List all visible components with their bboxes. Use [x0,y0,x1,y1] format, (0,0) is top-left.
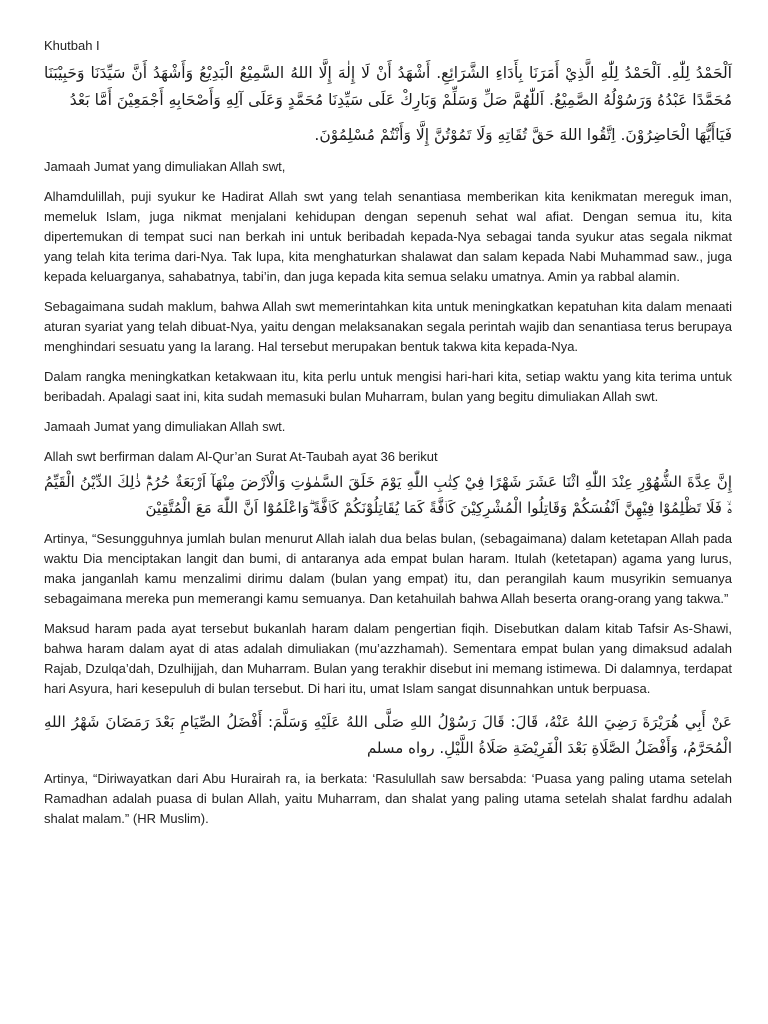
hadith-translation: Artinya, “Diriwayatkan dari Abu Hurairah ra, ia berkata: ‘Rasulullah saw bersabda: ‘Puasa yang paling utama setelah Ramadhan adalah puasa di bulan Allah, yaitu Muharram, dan shalat yang paling utama setelah shalat fardhu adalah shalat malam.” (HR Muslim). [44,771,732,826]
salutation-1: Jamaah Jumat yang dimuliakan Allah swt, [44,159,286,174]
paragraph-3: Dalam rangka meningkatkan ketakwaan itu, kita perlu untuk mengisi hari-hari kita, setiap waktu yang kita terima untuk beribadah. Apalagi saat ini, kita sudah memasuki bulan Muharram, bulan yang begitu dimuliakan Allah swt. [44,369,732,404]
hadith-arabic: عَنْ أَبِي هُرَيْرَةَ رَضِيَ اللهُ عَنْهُ، قَالَ: قَالَ رَسُوْلُ اللهِ صَلَّى اللهُ عَلَيْهِ وَسَلَّمَ: أَفْضَلُ الصِّيَامِ بَعْدَ رَمَضَانَ شَهْرُ اللهِ الْمُحَرَّمُ، وَأَفْضَلُ الصَّلَاةِ بَعْدَ الْفَرِيْضَةِ صَلَاةُ اللَّيْلِ. رواه مسلم [44,713,732,757]
verse-translation: Artinya, “Sesungguhnya jumlah bulan menurut Allah ialah dua belas bulan, (sebagaimana) dalam ketetapan Allah pada waktu Dia menciptakan langit dan bumi, di antaranya ada empat bulan haram. Itulah (ketetapan) agama yang lurus, maka janganlah kamu menzalimi dirimu dalam (bulan yang empat) itu, dan perangilah kaum musyrikin semuanya sebagaimana mereka pun memerangi kamu semuanya. Dan ketahuilah bahwa Allah beserta orang-orang yang takwa.” [44,531,732,606]
document-page [44,36,732,839]
salutation-2: Jamaah Jumat yang dimuliakan Allah swt. [44,419,286,434]
paragraph-1: Alhamdulillah, puji syukur ke Hadirat Allah swt yang telah senantiasa memberikan kita kenikmatan mereguk iman, memeluk Islam, juga nikmat menjalani kehidupan dengan sepenuh sehat wal afiat. Dengan semua itu, kita dipertemukan di tempat suci nan berkah ini untuk beribadah kepada-Nya sebagai tanda syukur atas segala nikmat yang telah kita terima dari-Nya. Tak lupa, kita menghaturkan shalawat dan salam kepada Nabi Muhammad saw., juga kepada keluarganya, sahabatnya, tabi’in, dan juga kepada kita semua selaku umatnya. Amin ya rabbal alamin. [44,189,732,284]
document-title: Khutbah I [44,38,100,53]
opening-arabic-line-1: اَلْحَمْدُ لِلّٰهِ. اَلْحَمْدُ لِلّٰهِ الَّذِيْ أَمَرَنَا بِأَدَاءِ الشَّرَائِعِ. أَشْهَدُ أَنْ لَا إِلٰهَ إِلَّا اللهُ السَّمِيْعُ الْبَدِيْعُ وَأَشْهَدُ أَنَّ سَيِّدَنَا وَحَبِيْبَنَا مُحَمَّدًا عَبْدُهُ وَرَسُوْلُهُ الصَّمِيْعُ. اَللّٰهُمَّ صَلِّ وَسَلِّمْ وَبَارِكْ عَلَى سَيِّدِنَا مُحَمَّدٍ وَعَلَى آلِهِ وَأَصْحَابِهِ أَجْمَعِيْنَ أَمَّا بَعْدُ [44,64,732,109]
opening-arabic-line-2: فَيَاأَيُّهَا الْحَاضِرُوْنَ. اِتَّقُوا اللهَ حَقَّ تُقَاتِهِ وَلَا تَمُوْتُنَّ إِلَّا وَأَنْتُمْ مُسْلِمُوْنَ. [314,126,732,144]
paragraph-2: Sebagaimana sudah maklum, bahwa Allah swt memerintahkan kita untuk meningkatkan kepatuhan kita dalam menaati aturan syariat yang telah dibuat-Nya, yaitu dengan melaksanakan segala perintah wajib dan senantiasa terus berupaya menghindari sesuatu yang Ia larang. Hal tersebut merupakan bentuk takwa kita kepada-Nya. [44,299,732,354]
paragraph-4: Maksud haram pada ayat tersebut bukanlah haram dalam pengertian fiqih. Disebutkan dalam kitab Tafsir As-Shawi, bahwa haram dalam ayat di atas adalah dimuliakan (mu’azzhamah). Sementara empat bulan yang dimaksud adalah Rajab, Dzulqa’dah, Dzulhijjah, dan Muharram. Bulan yang terakhir disebut ini memang istimewa. Di dalamnya, terdapat hari Asyura, hari kesepuluh di bulan tersebut. Di hari itu, umat Islam sangat disunnahkan untuk berpuasa. [44,621,732,696]
verse-arabic: إِنَّ عِدَّةَ الشُّهُوْرِ عِنْدَ اللّٰهِ اثْنَا عَشَرَ شَهْرًا فِيْ كِتٰبِ اللّٰهِ يَوْمَ خَلَقَ السَّمٰوٰتِ وَالْاَرْضَ مِنْهَآ اَرْبَعَةٌ حُرُمٌۗ ذٰلِكَ الدِّيْنُ الْقَيِّمُ ەۙ فَلَا تَظْلِمُوْا فِيْهِنَّ اَنْفُسَكُمْ وَقَاتِلُوا الْمُشْرِكِيْنَ كَاۤفَّةً كَمَا يُقَاتِلُوْنَكُمْ كَاۤفَّةً ۗوَاعْلَمُوْٓا اَنَّ اللّٰهَ مَعَ الْمُتَّقِيْنَ [44,473,732,517]
verse-intro: Allah swt berfirman dalam Al-Qur’an Surat At-Taubah ayat 36 berikut [44,449,438,464]
